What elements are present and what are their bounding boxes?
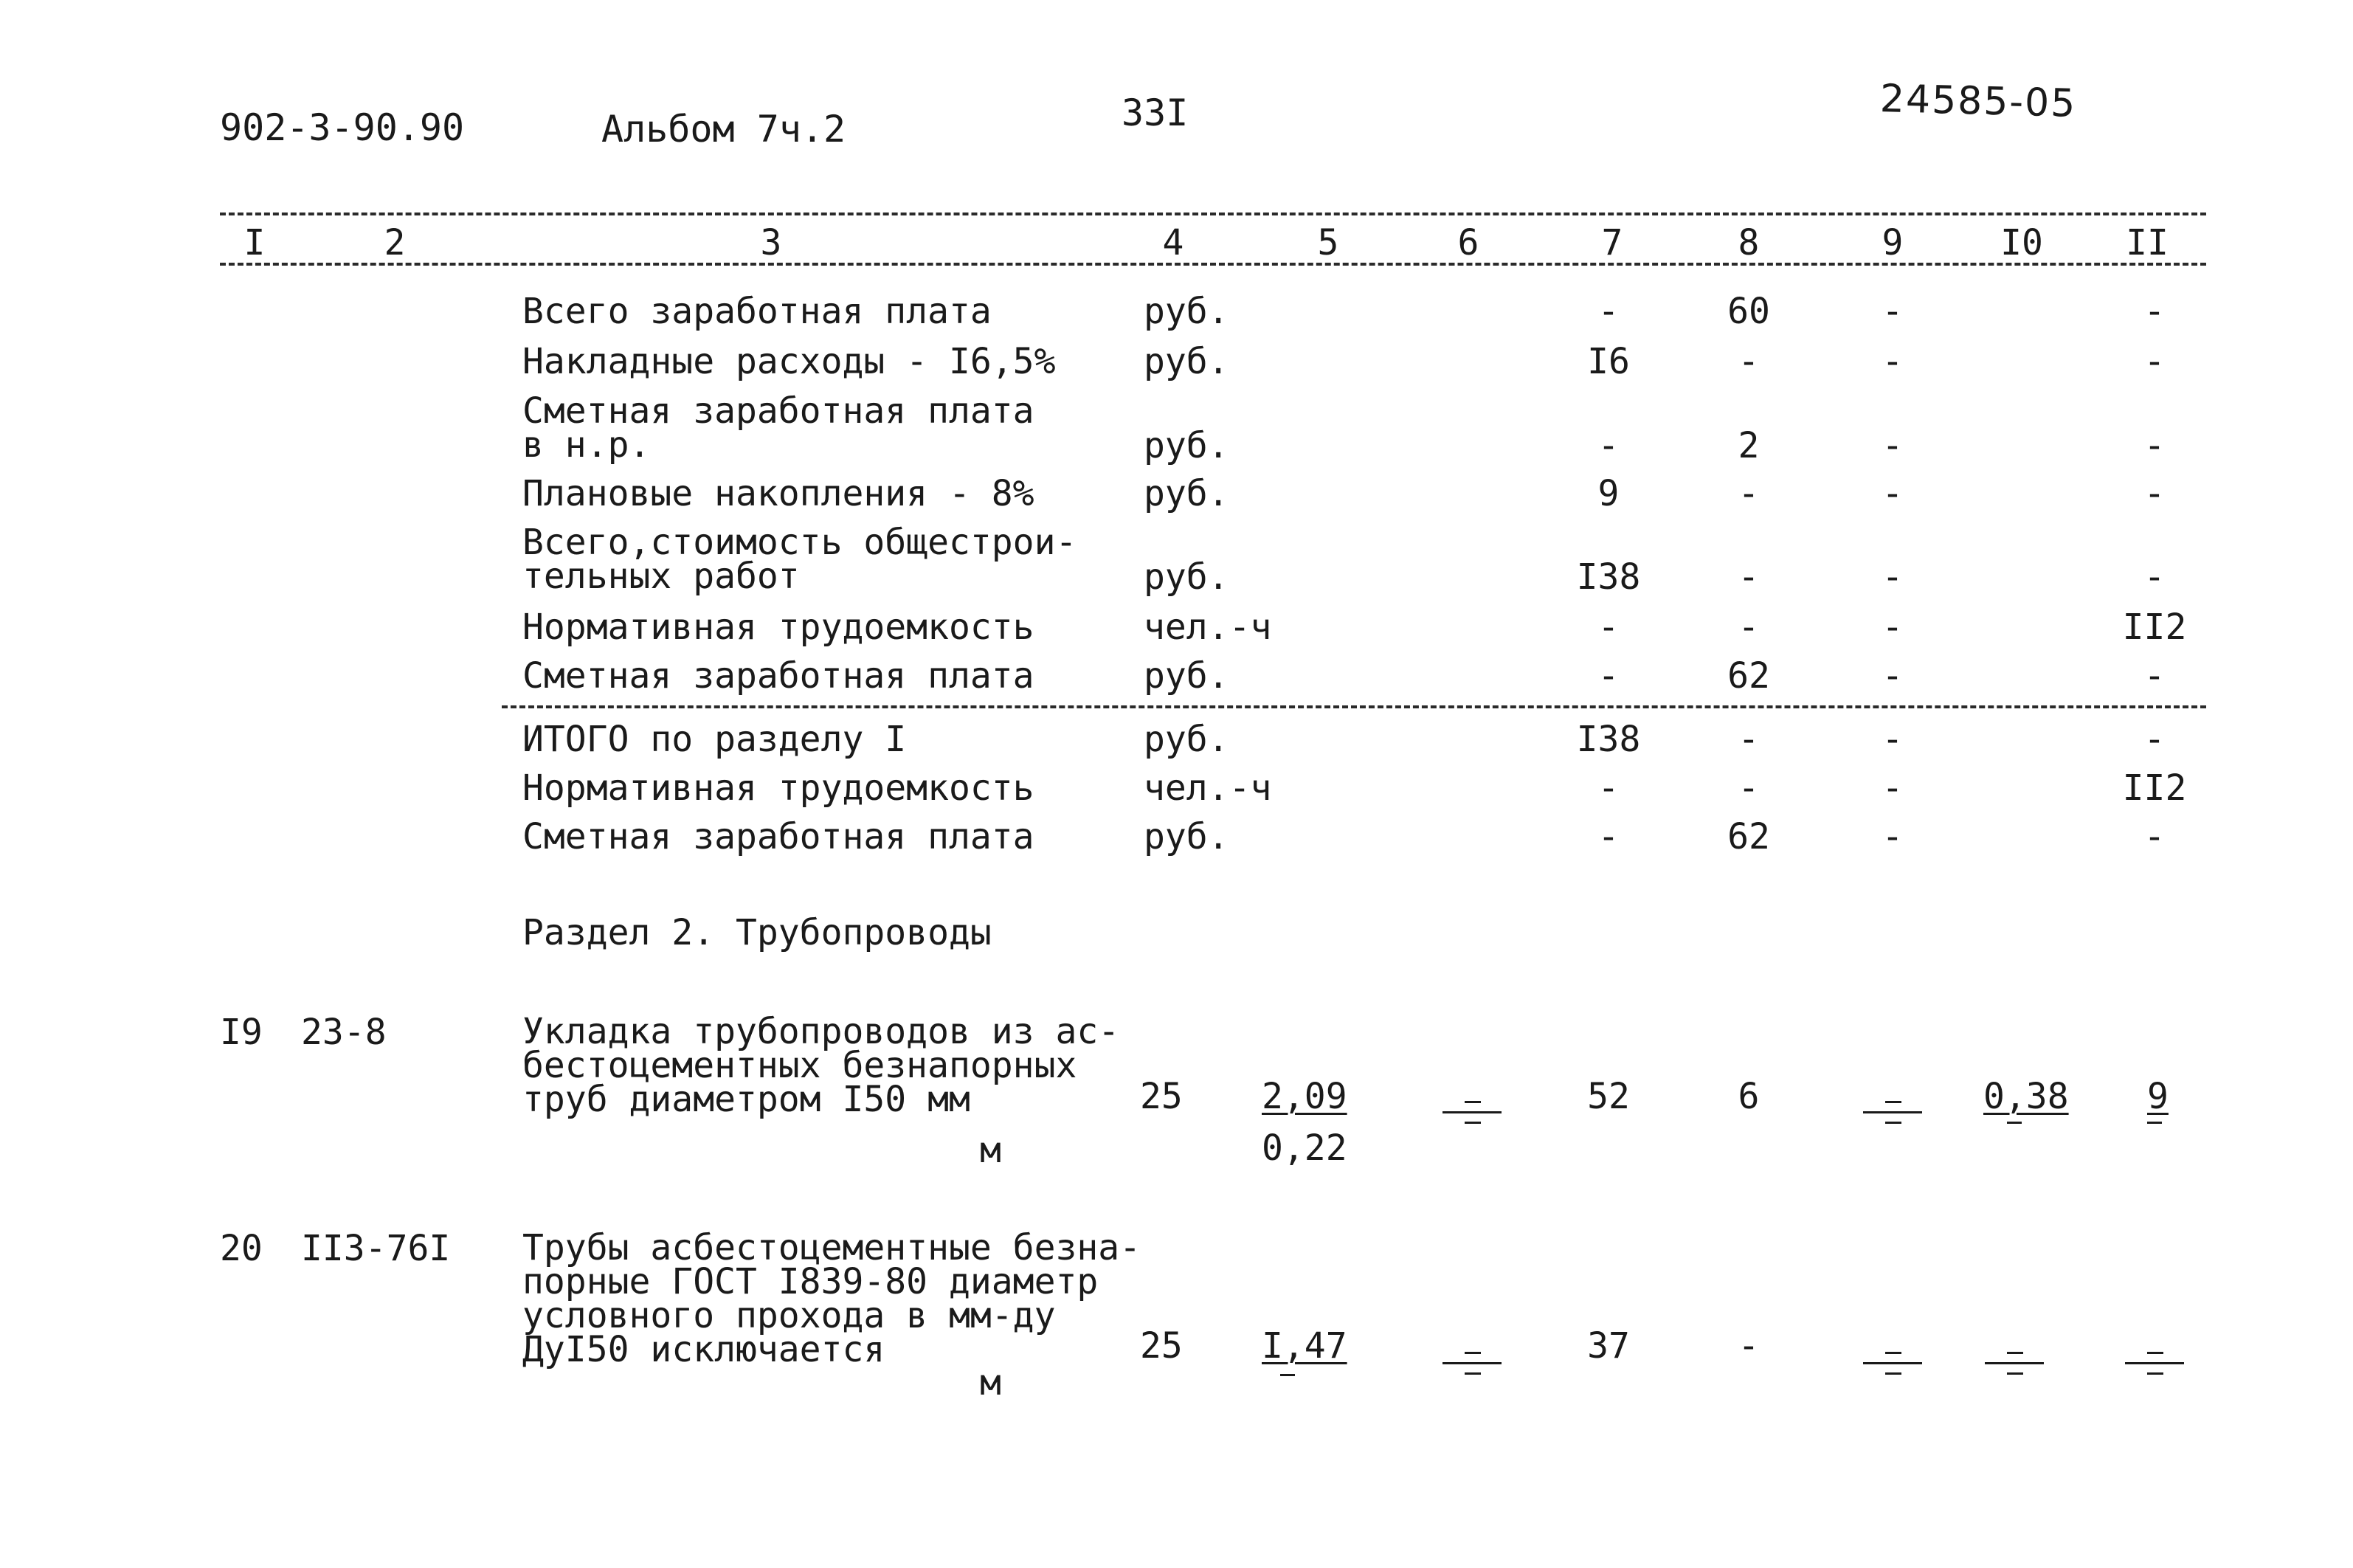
fraction-dash-c9 — [1863, 1349, 1922, 1378]
item-c5-top: 2,09 — [1262, 1076, 1347, 1117]
total-row-c7: - — [1597, 816, 1620, 857]
item-c10-top: 0,38 — [1983, 1076, 2069, 1117]
total-row-label: Сметная заработная плата — [522, 816, 1034, 857]
item-c5-bottom-dash — [1280, 1374, 1295, 1376]
summary-row-c9: - — [1882, 556, 1904, 598]
summary-row-label: Плановые накопления - 8% — [522, 473, 1034, 514]
section-total-rule — [502, 705, 2206, 708]
item-c8: 6 — [1738, 1076, 1760, 1117]
summary-row-c9: - — [1882, 607, 1904, 648]
col-header-7: 7 — [1601, 222, 1623, 263]
summary-row-label: Сметная заработная плата в н.р. — [522, 390, 1034, 466]
total-row-c11: II2 — [2122, 767, 2187, 809]
total-row-unit: руб. — [1144, 719, 1229, 760]
summary-row-c9: - — [1882, 341, 1904, 382]
total-row-c11: - — [2143, 816, 2166, 857]
item-code: 23-8 — [301, 1012, 387, 1053]
summary-row-c11: - — [2143, 425, 2166, 466]
item-c8: - — [1738, 1325, 1760, 1367]
total-row-c9: - — [1882, 816, 1904, 857]
total-row-c9: - — [1882, 767, 1904, 809]
col-header-11: II — [2126, 222, 2169, 263]
total-row-label: ИТОГО по разделу I — [522, 719, 907, 760]
summary-row-c7: - — [1597, 607, 1620, 648]
summary-row-c7: - — [1597, 425, 1620, 466]
item-c7: 37 — [1587, 1325, 1630, 1367]
item-number: I9 — [220, 1012, 263, 1053]
col-header-8: 8 — [1738, 222, 1760, 263]
item-c5-top: I,47 — [1262, 1325, 1347, 1367]
summary-row-label: Сметная заработная плата — [522, 655, 1034, 697]
item-code: II3-76I — [301, 1228, 451, 1269]
summary-row-c8: 60 — [1727, 291, 1770, 332]
summary-row-label: Накладные расходы - I6,5% — [522, 341, 1056, 382]
summary-row-c8: - — [1738, 473, 1760, 514]
item-c11-bottom-dash — [2147, 1122, 2162, 1124]
summary-row-c11: - — [2143, 291, 2166, 332]
summary-row-c11: - — [2143, 655, 2166, 697]
summary-row-c9: - — [1882, 473, 1904, 514]
item-c5-bottom: 0,22 — [1262, 1127, 1347, 1169]
item-quantity: 25 — [1140, 1076, 1183, 1117]
col-header-1: I — [243, 222, 266, 263]
summary-row-label: Всего заработная плата — [522, 291, 992, 332]
summary-row-unit: чел.-ч — [1144, 607, 1272, 648]
summary-row-c9: - — [1882, 291, 1904, 332]
summary-row-c8: - — [1738, 607, 1760, 648]
total-row-c7: - — [1597, 767, 1620, 809]
total-row-c8: - — [1738, 767, 1760, 809]
summary-row-c8: 62 — [1727, 655, 1770, 697]
stamp-number: 24585-05 — [1879, 77, 2078, 126]
fraction-dash-c11 — [2125, 1349, 2184, 1378]
summary-row-c11: - — [2143, 473, 2166, 514]
item-unit: м — [980, 1130, 1001, 1171]
header-top-rule — [220, 213, 2206, 215]
summary-row-c7: - — [1597, 291, 1620, 332]
summary-row-unit: руб. — [1144, 425, 1229, 466]
summary-row-c11: - — [2143, 341, 2166, 382]
summary-row-c8: 2 — [1738, 425, 1760, 466]
summary-row-c7: I38 — [1576, 556, 1641, 598]
total-row-label: Нормативная трудоемкость — [522, 767, 1034, 809]
item-c10-bottom-dash — [2007, 1122, 2022, 1124]
section-2-title: Раздел 2. Трубопроводы — [522, 912, 992, 953]
col-header-6: 6 — [1457, 222, 1479, 263]
header-bottom-rule — [220, 263, 2206, 266]
item-c7: 52 — [1587, 1076, 1630, 1117]
total-row-c9: - — [1882, 719, 1904, 760]
col-header-9: 9 — [1882, 222, 1904, 263]
item-description: Укладка трубопроводов из ас- бестоцементных безнапорных труб диаметром I50 мм — [522, 1011, 1120, 1120]
item-c11-top: 9 — [2147, 1076, 2169, 1117]
summary-row-c11: - — [2143, 556, 2166, 598]
fraction-dash-c10 — [1985, 1349, 2044, 1378]
doc-code: 902-3-90.90 — [220, 106, 465, 149]
total-row-c8: - — [1738, 719, 1760, 760]
total-row-unit: чел.-ч — [1144, 767, 1272, 809]
summary-row-unit: руб. — [1144, 473, 1229, 514]
fraction-dash-c6 — [1442, 1098, 1502, 1127]
item-quantity: 25 — [1140, 1325, 1183, 1367]
summary-row-c9: - — [1882, 655, 1904, 697]
page-number: 33I — [1122, 91, 1189, 134]
item-number: 20 — [220, 1228, 263, 1269]
total-row-unit: руб. — [1144, 816, 1229, 857]
summary-row-c7: 9 — [1597, 473, 1620, 514]
summary-row-c8: - — [1738, 341, 1760, 382]
fraction-dash-c6 — [1442, 1349, 1502, 1378]
summary-row-c7: I6 — [1587, 341, 1630, 382]
item-description: Трубы асбестоцементные безна- порные ГОСТ I839-80 диаметр условного прохода в мм-ду ДуI50 исключается — [522, 1227, 1141, 1370]
album-label: Альбом 7ч.2 — [601, 108, 846, 151]
col-header-3: 3 — [760, 222, 782, 263]
total-row-c8: 62 — [1727, 816, 1770, 857]
total-row-c7: I38 — [1576, 719, 1641, 760]
summary-row-unit: руб. — [1144, 341, 1229, 382]
summary-row-unit: руб. — [1144, 556, 1229, 598]
summary-row-unit: руб. — [1144, 655, 1229, 697]
item-unit: м — [980, 1362, 1001, 1403]
summary-row-c11: II2 — [2122, 607, 2187, 648]
summary-row-unit: руб. — [1144, 291, 1229, 332]
summary-row-c7: - — [1597, 655, 1620, 697]
col-header-10: I0 — [2000, 222, 2043, 263]
col-header-5: 5 — [1317, 222, 1339, 263]
col-header-4: 4 — [1162, 222, 1184, 263]
col-header-2: 2 — [384, 222, 406, 263]
summary-row-label: Всего,стоимость общестрои- тельных работ — [522, 522, 1077, 597]
summary-row-c8: - — [1738, 556, 1760, 598]
fraction-dash-c9 — [1863, 1098, 1922, 1127]
summary-row-label: Нормативная трудоемкость — [522, 607, 1034, 648]
summary-row-c9: - — [1882, 425, 1904, 466]
total-row-c11: - — [2143, 719, 2166, 760]
